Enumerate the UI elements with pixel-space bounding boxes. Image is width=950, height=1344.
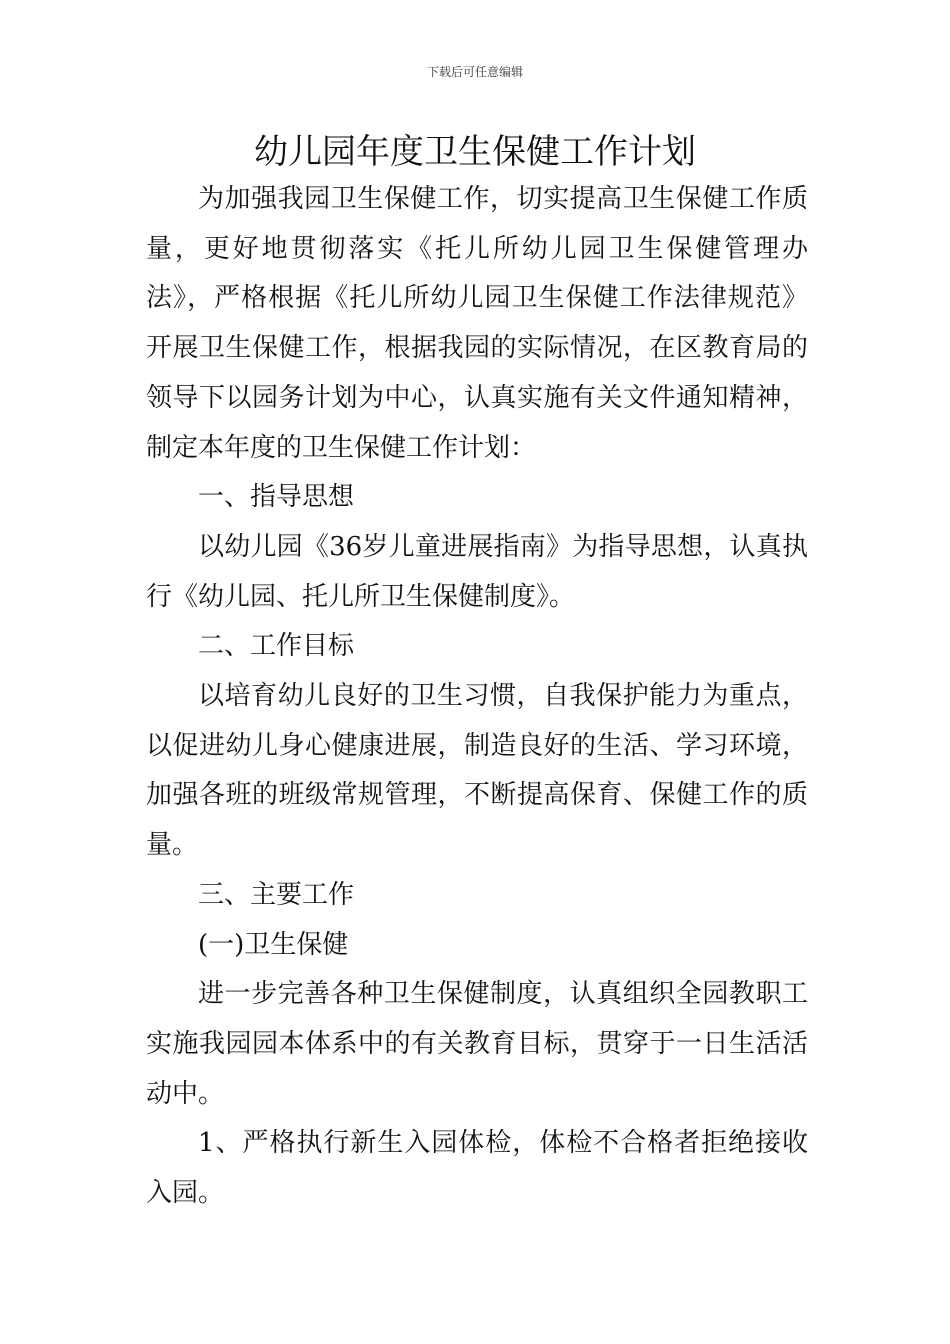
intro-paragraph: 为加强我园卫生保健工作，切实提高卫生保健工作质量，更好地贯彻落实《托儿所幼儿园卫生保健管理办法》，严格根据《托儿所幼儿园卫生保健工作法律规范》开展卫生保健工作，根据我园的实际情况，在区教育局的领导下以园务计划为中心，认真实施有关文件通知精神，制定本年度的卫生保健工作计划：: [146, 184, 808, 463]
section-heading-guiding-idea: 一、指导思想: [198, 482, 355, 513]
list-item-1: 1、严格执行新生入园体检，体检不合格者拒绝接收入园。: [146, 1128, 808, 1209]
section-heading-work-goals: 二、工作目标: [198, 631, 355, 662]
hygiene-paragraph: 进一步完善各种卫生保健制度，认真组织全园教职工实施我园园本体系中的有关教育目标，贯穿于一日生活活动中。: [146, 979, 808, 1109]
header-note: 下载后可任意编辑: [426, 65, 523, 79]
section-heading-main-work: 三、主要工作: [198, 879, 355, 910]
guiding-idea-paragraph: 以幼儿园《36岁儿童进展指南》为指导思想，认真执行《幼儿园、托儿所卫生保健制度》。: [146, 531, 808, 612]
document-body: [146, 175, 808, 1219]
document-title: 幼儿园年度卫生保健工作计划: [254, 132, 696, 172]
work-goals-paragraph: 以培育幼儿良好的卫生习惯，自我保护能力为重点，以促进幼儿身心健康进展，制造良好的生活、学习环境，加强各班的班级常规管理，不断提高保育、保健工作的质量。: [146, 681, 808, 861]
subsection-heading-hygiene: (一)卫生保健: [198, 929, 349, 960]
